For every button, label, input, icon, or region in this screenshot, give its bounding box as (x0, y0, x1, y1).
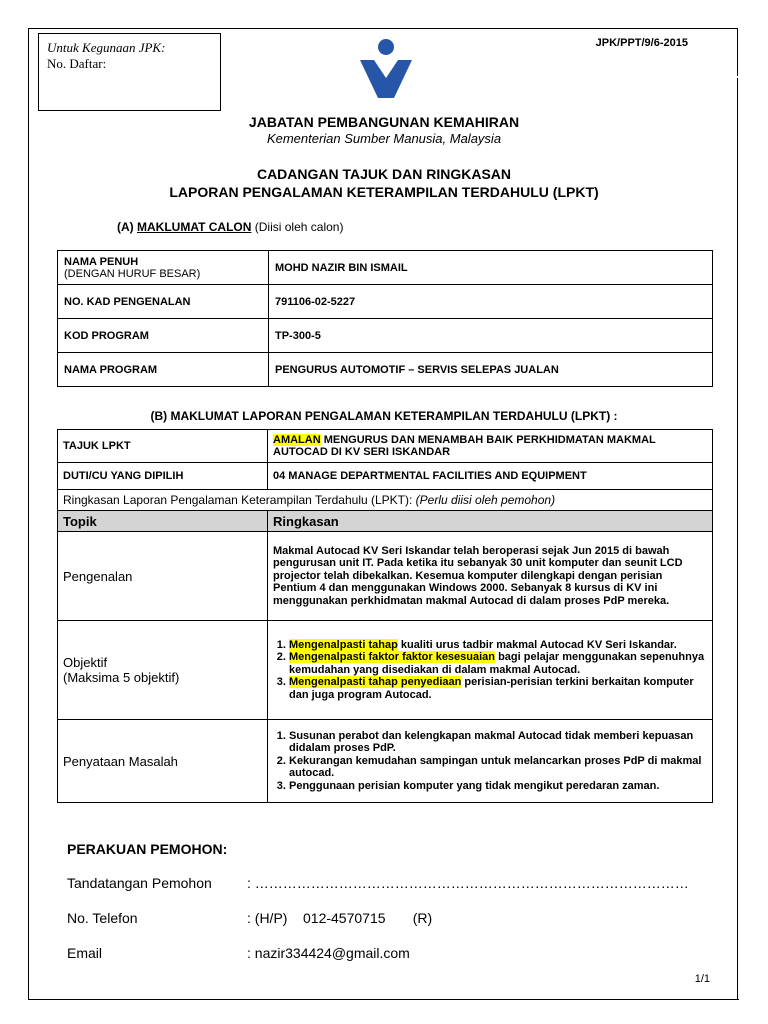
full-name-label: NAMA PENUH (64, 255, 139, 268)
highlighted-text: AMALAN (273, 434, 321, 446)
section-b-heading: (B) MAKLUMAT LAPORAN PENGALAMAN KETERAMPILAN TERDAHULU (LPKT) : (150, 409, 618, 423)
email-row (67, 945, 410, 961)
list-item: 3. Mengenalpasti tahap penyediaan perisian-perisian terkini berkaitan komputer dan juga program Autocad. (289, 676, 707, 701)
signature-row (67, 875, 689, 891)
ministry-name: Kementerian Sumber Manusia, Malaysia (266, 131, 502, 146)
page-border-right-lower (737, 78, 738, 1000)
objektif-label: Objektif (Maksima 5 objektif) (58, 621, 268, 720)
lpkt-title-label: TAJUK LPKT (58, 430, 268, 463)
lpkt-info-table (57, 429, 713, 803)
phone-label: No. Telefon (67, 910, 138, 926)
masalah-list (268, 720, 713, 803)
signature-label: Tandatangan Pemohon (67, 875, 212, 891)
section-a-heading: (A) MAKLUMAT CALON (Diisi oleh calon) (117, 220, 344, 234)
pengenalan-label: Pengenalan (58, 532, 268, 621)
table-header-row (58, 511, 713, 532)
email-label: Email (67, 945, 103, 961)
column-header-ringkasan: Ringkasan (268, 511, 713, 532)
ic-number-value: 791106-02-5227 (269, 285, 713, 319)
department-name: JABATAN PEMBANGUNAN KEMAHIRAN (248, 114, 520, 130)
table-row (58, 353, 713, 387)
duty-value: 04 MANAGE DEPARTMENTAL FACILITIES AND EQUIPMENT (268, 463, 713, 490)
jpk-use-box (38, 33, 221, 111)
section-a-title: MAKLUMAT CALON (137, 220, 252, 234)
form-title-line2: LAPORAN PENGALAMAN KETERAMPILAN TERDAHULU (LPKT) (169, 184, 599, 200)
table-row (58, 463, 713, 490)
phone-row (67, 910, 432, 926)
program-code-value: TP-300-5 (269, 319, 713, 353)
objektif-list (268, 621, 713, 720)
full-name-sublabel: (DENGAN HURUF BESAR) (64, 267, 201, 280)
program-code-label: KOD PROGRAM (58, 319, 269, 353)
table-row (58, 621, 713, 720)
masalah-label: Penyataan Masalah (58, 720, 268, 803)
column-header-topik: Topik (58, 511, 268, 532)
section-a-note: (Diisi oleh calon) (251, 220, 344, 234)
form-title-line1: CADANGAN TAJUK DAN RINGKASAN (256, 166, 512, 182)
list-item: 2. Kekurangan kemudahan sampingan untuk melancarkan proses PdP di makmal autocad. (289, 755, 707, 780)
list-item: 1. Susunan perabot dan kelengkapan makmal Autocad tidak memberi kepuasan didalam proses PdP. (289, 730, 707, 755)
list-item: 2. Mengenalpasti faktor faktor kesesuaian bagi pelajar menggunakan sepenuhnya kemudahan yang disediakan di dalam makmal Autocad. (289, 651, 707, 676)
candidate-info-table (57, 250, 713, 387)
declaration-heading: PERAKUAN PEMOHON: (67, 841, 228, 857)
page-border-right (737, 28, 738, 76)
summary-note: Ringkasan Laporan Pengalaman Keterampilan Terdahulu (LPKT): (Perlu diisi oleh pemohon) (58, 490, 713, 511)
form-reference-code: JPK/PPT/9/6-2015 (595, 37, 688, 49)
page-number: 1/1 (694, 973, 710, 985)
program-name-value: PENGURUS AUTOMOTIF – SERVIS SELEPAS JUALAN (269, 353, 713, 387)
table-row (58, 430, 713, 463)
ic-number-label: NO. KAD PENGENALAN (58, 285, 269, 319)
table-row (58, 285, 713, 319)
table-row (58, 319, 713, 353)
phone-value: : (H/P) 012-4570715 (R) (247, 910, 433, 926)
full-name-value: MOHD NAZIR BIN ISMAIL (269, 251, 713, 285)
list-item: 3. Penggunaan perisian komputer yang tidak mengikut peredaran zaman. (289, 780, 707, 792)
list-item: 1. Mengenalpasti tahap kualiti urus tadbir makmal Autocad KV Seri Iskandar. (289, 639, 707, 651)
pengenalan-text: Makmal Autocad KV Seri Iskandar telah beroperasi sejak Jun 2015 di bawah pengurusan unit IT. Pada ketika itu sebanyak 30 unit komputer dan seunit LCD projector telah dibekalkan. Kesemua komputer dilengkapi dengan perisian Pentium 4 dan menggunakan Windows 2000. Sebanyak 8 kursus di KV ini menggunakan perkhidmatan makmal Autocad di dalam proses PdP mereka. (268, 532, 713, 621)
table-row (58, 532, 713, 621)
table-row (58, 720, 713, 803)
jpk-logo-icon (356, 38, 416, 100)
email-value: : nazir334424@gmail.com (247, 945, 410, 961)
lpkt-title-value: AMALAN MENGURUS DAN MENAMBAH BAIK PERKHIDMATAN MAKMAL AUTOCAD DI KV SERI ISKANDAR (268, 430, 713, 463)
signature-line: : ………………………………………………………………………………… (247, 875, 689, 891)
table-row (58, 251, 713, 285)
registration-no-label: No. Daftar: (47, 56, 107, 71)
program-name-label: NAMA PROGRAM (58, 353, 269, 387)
jpk-use-label: Untuk Kegunaan JPK: (47, 40, 166, 55)
duty-label: DUTI/CU YANG DIPILIH (58, 463, 268, 490)
table-row (58, 490, 713, 511)
